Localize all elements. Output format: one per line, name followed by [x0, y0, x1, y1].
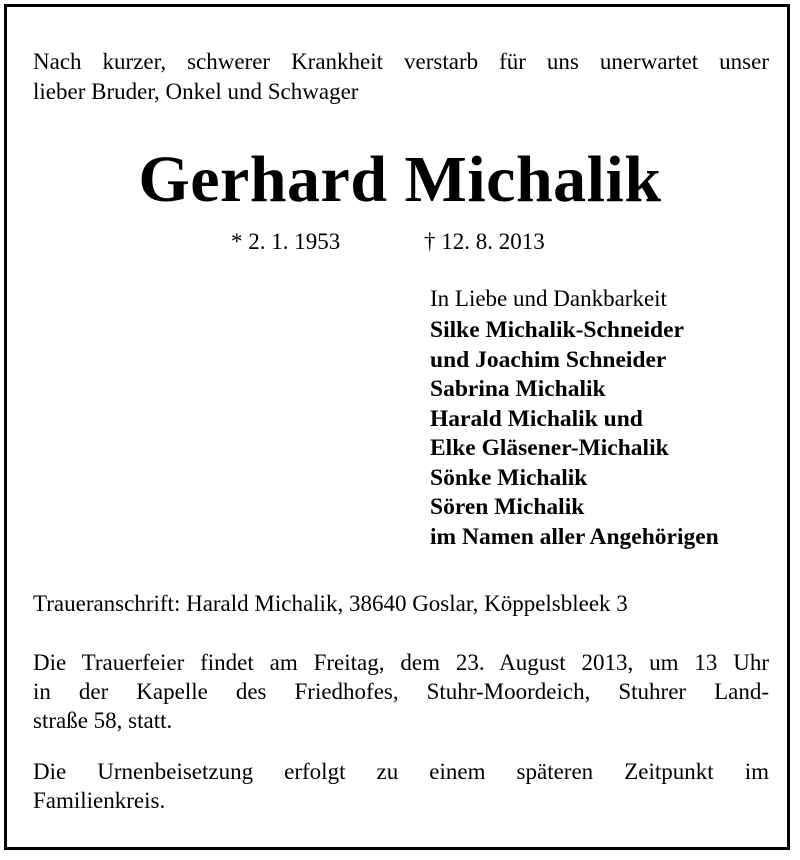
ceremony-line: Die Trauerfeier findet am Freitag, dem 23. August 2013, um 13 Uhr: [33, 650, 769, 675]
ceremony-line: straße 58, statt.: [33, 708, 173, 733]
signer-name: Harald Michalik und: [430, 405, 643, 432]
intro-line: lieber Bruder, Onkel und Schwager: [33, 79, 359, 104]
intro-line: Nach kurzer, schwerer Krankheit verstarb für uns unerwartet unser: [33, 49, 769, 74]
signer-name: Sören Michalik: [430, 494, 585, 520]
ceremony-paragraph: [33, 648, 769, 735]
signer-name: Sabrina Michalik: [430, 376, 606, 402]
burial-line: Die Urnenbeisetzung erfolgt zu einem späteren Zeitpunkt im: [33, 759, 769, 784]
signer-name: Elke Gläsener-Michalik: [430, 435, 669, 461]
signer-name: und Joachim Schneider: [430, 346, 667, 373]
signers-block: [430, 284, 719, 552]
burial-paragraph: [33, 757, 769, 815]
burial-line: Familienkreis.: [33, 788, 166, 813]
signers-heading: In Liebe und Dankbarkeit: [430, 286, 667, 311]
signer-name: Silke Michalik-Schneider: [430, 317, 684, 343]
mourning-address: Traueranschrift: Harald Michalik, 38640 Goslar, Köppelsbleek 3: [33, 591, 628, 616]
signer-name: im Namen aller Angehörigen: [430, 523, 719, 550]
deceased-name: Gerhard Michalik: [138, 143, 662, 216]
signer-name: Sönke Michalik: [430, 464, 588, 491]
ceremony-line: in der Kapelle des Friedhofes, Stuhr-Moordeich, Stuhrer Land-: [33, 679, 769, 704]
birth-date: * 2. 1. 1953: [231, 229, 341, 254]
death-date: † 12. 8. 2013: [424, 229, 545, 254]
intro-text: [33, 47, 769, 107]
